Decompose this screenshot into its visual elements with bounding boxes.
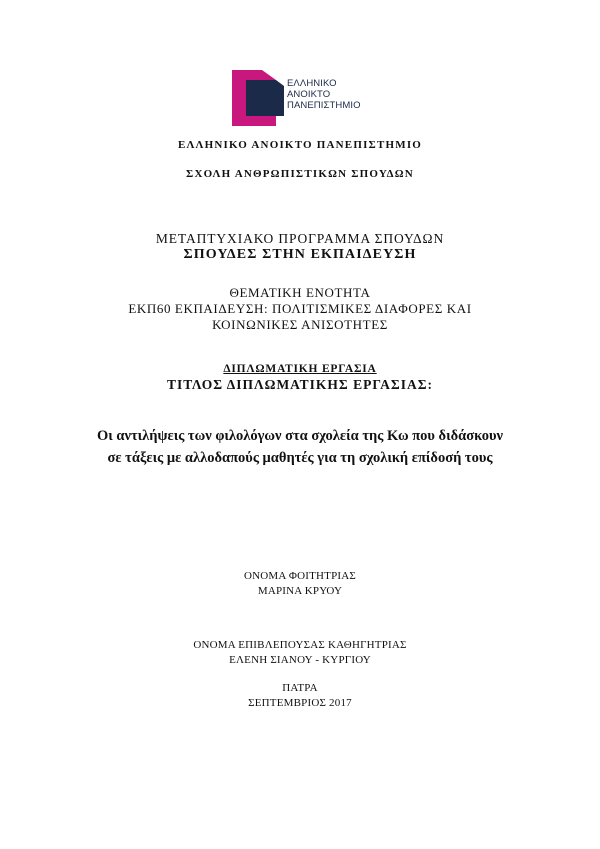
thesis-title-line-2: σε τάξεις με αλλοδαπούς μαθητές για τη σχολική επίδοσή τους <box>107 450 493 466</box>
university-name: ΕΛΛΗΝΙΚΟ ΑΝΟΙΚΤΟ ΠΑΝΕΠΙΣΤΗΜΙΟ <box>177 139 423 151</box>
logo-line-3: ΠΑΝΕΠΙΣΤΗΜΙΟ <box>287 100 361 111</box>
module-line-2: ΚΟΙΝΩΝΙΚΕΣ ΑΝΙΣΟΤΗΤΕΣ <box>212 317 388 332</box>
module-label: ΘΕΜΑΤΙΚΗ ΕΝΟΤΗΤΑ <box>229 285 371 300</box>
program-name: ΣΠΟΥΔΕΣ ΣΤΗΝ ΕΚΠΑΙΔΕΥΣΗ <box>183 247 417 262</box>
logo-line-1: ΕΛΛΗΝΙΚΟ <box>287 78 337 89</box>
logo-line-2: ΑΝΟΙΚΤΟ <box>287 89 331 100</box>
city: ΠΑΤΡΑ <box>282 682 318 694</box>
university-logo <box>232 70 372 126</box>
module-line-1: ΕΚΠ60 ΕΚΠΑΙΔΕΥΣΗ: ΠΟΛΙΤΙΣΜΙΚΕΣ ΔΙΑΦΟΡΕΣ ΚΑΙ <box>128 301 472 316</box>
thesis-label: ΔΙΠΛΩΜΑΤΙΚΗ ΕΡΓΑΣΙΑ <box>223 363 377 375</box>
supervisor-name: ΕΛΕΝΗ ΣΙΑΝΟΥ - ΚΥΡΓΙΟΥ <box>229 654 371 666</box>
student-label: ΟΝΟΜΑ ΦΟΙΤΗΤΡΙΑΣ <box>243 570 357 582</box>
supervisor-label: ΟΝΟΜΑ ΕΠΙΒΛΕΠΟΥΣΑΣ ΚΑΘΗΓΗΤΡΙΑΣ <box>193 639 407 651</box>
logo-text <box>287 78 361 111</box>
program-label: ΜΕΤΑΠΤΥΧΙΑΚΟ ΠΡΟΓΡΑΜΜΑ ΣΠΟΥΔΩΝ <box>155 231 445 246</box>
student-name: ΜΑΡΙΝΑ ΚΡΥΟΥ <box>257 585 343 597</box>
thesis-title-label: ΤΙΤΛΟΣ ΔΙΠΛΩΜΑΤΙΚΗΣ ΕΡΓΑΣΙΑΣ: <box>166 377 434 392</box>
date: ΣΕΠΤΕΜΒΡΙΟΣ 2017 <box>248 697 352 709</box>
thesis-title-line-1: Οι αντιλήψεις των φιλολόγων στα σχολεία της Κω που διδάσκουν <box>97 428 503 444</box>
school-name: ΣΧΟΛΗ ΑΝΘΡΩΠΙΣΤΙΚΩΝ ΣΠΟΥΔΩΝ <box>186 168 414 180</box>
logo-mark-icon <box>232 70 284 126</box>
